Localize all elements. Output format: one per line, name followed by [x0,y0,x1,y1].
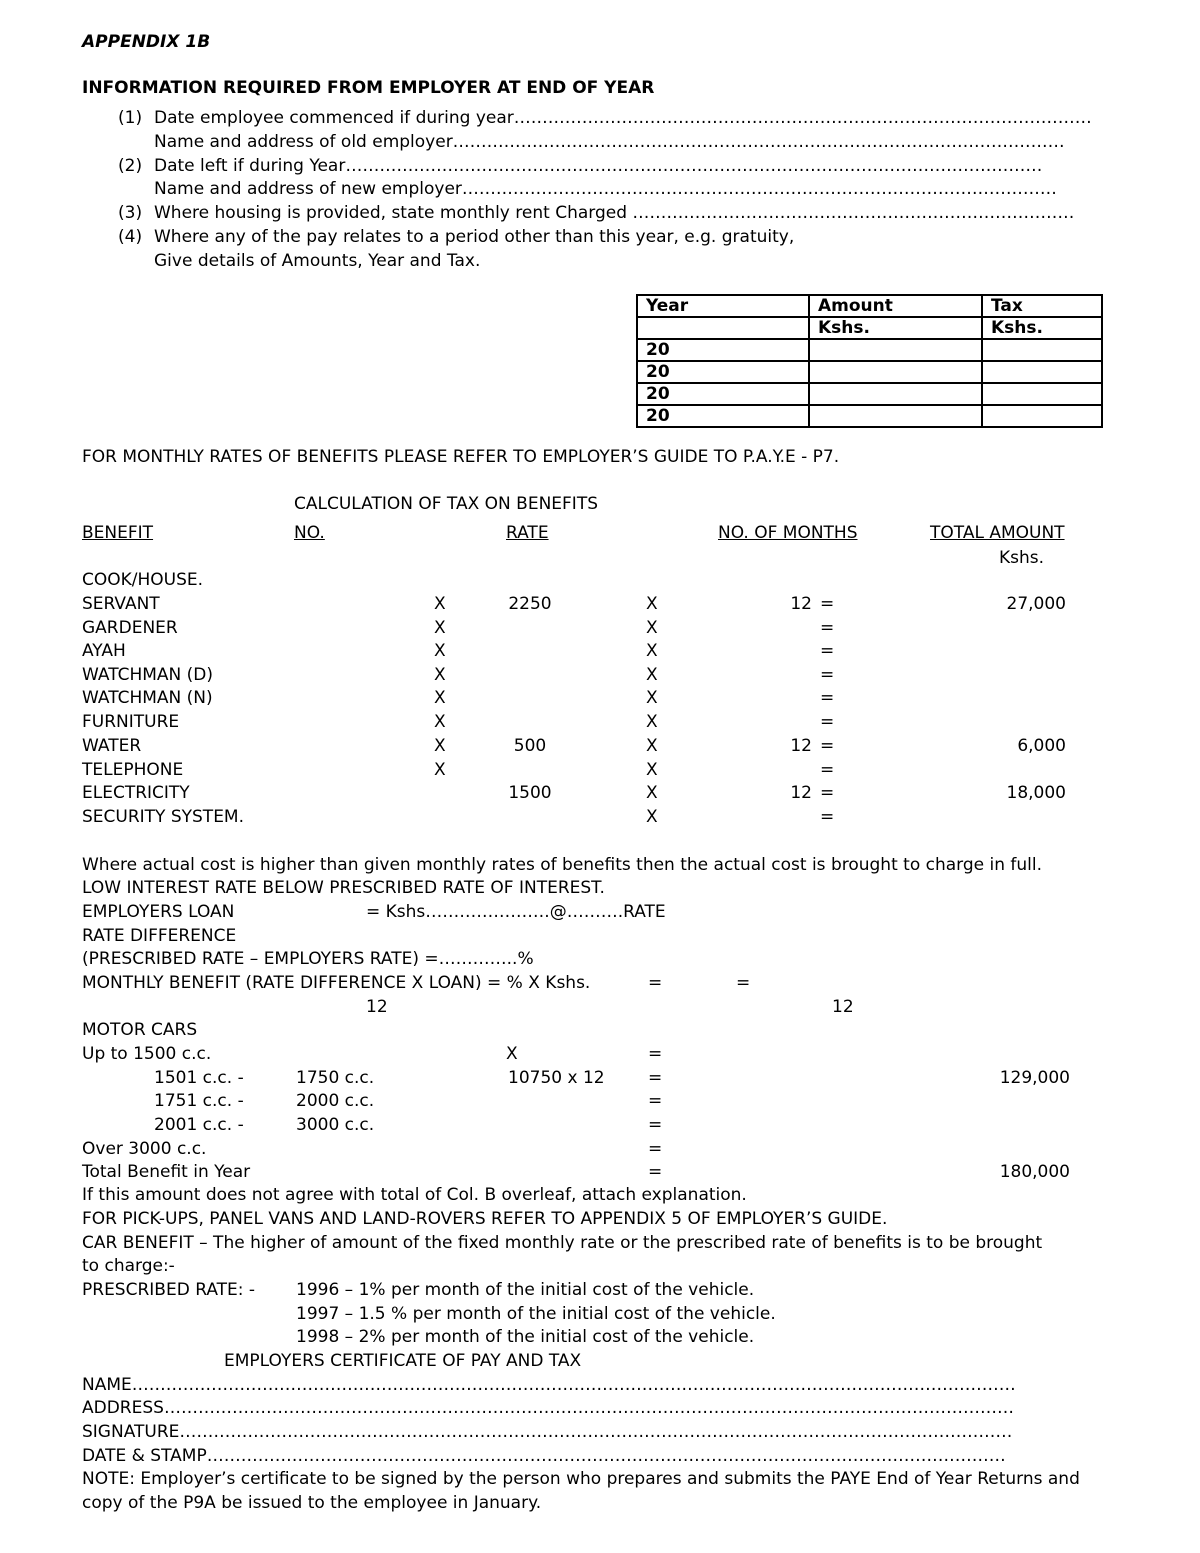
multiply-sign: X [506,1044,518,1064]
multiply-sign: X [646,783,658,803]
year-cell: 20 [637,339,809,361]
appendix-label: APPENDIX 1B [82,32,211,52]
multiply-sign: X [434,688,446,708]
col-rate-header: RATE [506,523,549,543]
over-3000-label: Over 3000 c.c. [82,1139,207,1159]
col-total-unit: Kshs. [999,548,1045,568]
equals-sign: = [648,1115,663,1135]
table-unit-row [637,317,1102,339]
date-stamp-field[interactable]: DATE & STAMP…………………………………………………………………………………………………………………………… [82,1446,1006,1466]
band-from: 1501 c.c. - [154,1068,244,1088]
final-note-line: NOTE: Employer’s certificate to be signed by the person who prepares and submits the PAYE End of Year Returns and [82,1469,1080,1489]
item-2-line2: Name and address of new employer…………………………………………………………………………………………… [154,179,1057,199]
benefit-name: SERVANT [82,594,160,614]
equals-sign: = [820,641,835,661]
item-4-number: (4) [118,227,143,247]
equals-sign: = [820,736,835,756]
equals-sign: = [648,1091,663,1111]
equals-sign: = [736,973,751,993]
prescribed-rate-label: PRESCRIBED RATE: - [82,1280,256,1300]
unit-tax: Kshs. [982,317,1102,339]
prescribed-rate-line: 1996 – 1% per month of the initial cost of the vehicle. [296,1280,755,1300]
tax-cell[interactable] [982,339,1102,361]
col-benefit-header: BENEFIT [82,523,154,543]
amount-cell[interactable] [809,339,982,361]
actual-cost-note: Where actual cost is higher than given monthly rates of benefits then the actual cost is brought to charge in full. [82,855,1043,875]
tax-cell[interactable] [982,383,1102,405]
note-line: If this amount does not agree with total of Col. B overleaf, attach explanation. [82,1185,747,1205]
benefit-name: GARDENER [82,618,178,638]
multiply-sign: X [646,712,658,732]
divisor-12: 12 [366,997,388,1017]
benefit-total: 27,000 [1006,594,1066,614]
equals-sign: = [820,783,835,803]
header-amount: Amount [809,295,982,317]
band-from: 1751 c.c. - [154,1091,244,1111]
equals-sign: = [648,1162,663,1182]
total-benefit-value: 180,000 [999,1162,1070,1182]
address-field[interactable]: ADDRESS…………………………………………………………………………………………………………………………………… [82,1398,1014,1418]
unit-amount: Kshs. [809,317,982,339]
band-calc: 10750 x 12 [508,1068,605,1088]
equals-sign: = [820,618,835,638]
page-heading: INFORMATION REQUIRED FROM EMPLOYER AT END OF YEAR [82,78,655,98]
col-total-header: TOTAL AMOUNT [930,523,1065,543]
tax-cell[interactable] [982,361,1102,383]
benefit-name: WATCHMAN (N) [82,688,213,708]
low-interest-heading: LOW INTEREST RATE BELOW PRESCRIBED RATE OF INTEREST. [82,878,605,898]
col-months-header: NO. OF MONTHS [718,523,858,543]
band-total: 129,000 [999,1068,1070,1088]
benefit-name: SECURITY SYSTEM. [82,807,245,827]
benefit-months: 12 [790,783,812,803]
equals-sign: = [648,1139,663,1159]
multiply-sign: X [646,688,658,708]
table-row [637,405,1102,427]
benefit-name: TELEPHONE [82,760,184,780]
item-2-number: (2) [118,156,143,176]
item-1-line1: Date employee commenced if during year………………………………………………………………………………………… [154,108,1092,128]
benefit-total: 6,000 [1017,736,1066,756]
table-row [637,383,1102,405]
band-to: 3000 c.c. [296,1115,375,1135]
note-line: to charge:- [82,1256,175,1276]
employers-loan-value: = Kshs………………….@……….RATE [366,902,666,922]
motor-cars-heading: MOTOR CARS [82,1020,198,1040]
multiply-sign: X [646,594,658,614]
refer-note: FOR MONTHLY RATES OF BENEFITS PLEASE REFER TO EMPLOYER’S GUIDE TO P.A.Y.E - P7. [82,447,840,467]
name-field[interactable]: NAME………………………………………………………………………………………………………………………………………… [82,1375,1016,1395]
rate-difference-formula: (PRESCRIBED RATE – EMPLOYERS RATE) =…………..% [82,949,534,969]
multiply-sign: X [646,736,658,756]
multiply-sign: X [434,641,446,661]
multiply-sign: X [646,641,658,661]
table-row [637,361,1102,383]
benefit-rate: 2250 [508,594,552,614]
table-row [637,339,1102,361]
signature-field[interactable]: SIGNATURE………………………………………………………………………………………………………………………………… [82,1422,1013,1442]
benefit-rate: 1500 [508,783,552,803]
header-tax: Tax [982,295,1102,317]
equals-sign: = [648,1044,663,1064]
band-to: 1750 c.c. [296,1068,375,1088]
item-1-number: (1) [118,108,143,128]
item-2-line1: Date left if during Year…………………………………………………………………………………………………………… [154,156,1043,176]
note-line: FOR PICK-UPS, PANEL VANS AND LAND-ROVERS REFER TO APPENDIX 5 OF EMPLOYER’S GUIDE. [82,1209,888,1229]
certificate-title: EMPLOYERS CERTIFICATE OF PAY AND TAX [224,1351,582,1371]
benefit-months: 12 [790,594,812,614]
equals-sign: = [648,1068,663,1088]
benefit-name: WATCHMAN (D) [82,665,214,685]
header-year: Year [637,295,809,317]
benefit-name: AYAH [82,641,126,661]
equals-sign: = [820,807,835,827]
multiply-sign: X [434,618,446,638]
rate-difference-label: RATE DIFFERENCE [82,926,237,946]
item-1-line2: Name and address of old employer……………………………………………………………………………………………… [154,132,1065,152]
equals-sign: = [820,594,835,614]
up-to-1500-label: Up to 1500 c.c. [82,1044,212,1064]
year-amount-tax-table [636,294,1103,428]
benefit-name: ELECTRICITY [82,783,190,803]
monthly-benefit-label: MONTHLY BENEFIT (RATE DIFFERENCE X LOAN) = % X Kshs. [82,973,591,993]
amount-cell[interactable] [809,405,982,427]
year-cell: 20 [637,383,809,405]
benefit-total: 18,000 [1006,783,1066,803]
multiply-sign: X [434,760,446,780]
final-note-line: copy of the P9A be issued to the employee in January. [82,1493,542,1513]
multiply-sign: X [646,760,658,780]
item-3-line1: Where housing is provided, state monthly rent Charged …………………………………………………………………… [154,203,1075,223]
year-cell: 20 [637,405,809,427]
tax-cell[interactable] [982,405,1102,427]
multiply-sign: X [646,618,658,638]
multiply-sign: X [434,712,446,732]
band-to: 2000 c.c. [296,1091,375,1111]
equals-sign: = [648,973,663,993]
multiply-sign: X [434,665,446,685]
benefit-rate: 500 [513,736,547,756]
equals-sign: = [820,688,835,708]
benefit-name: COOK/HOUSE. [82,570,204,590]
employers-loan-label: EMPLOYERS LOAN [82,902,235,922]
benefit-name: WATER [82,736,142,756]
col-no-header: NO. [294,523,325,543]
benefit-name: FURNITURE [82,712,180,732]
divisor-12: 12 [832,997,854,1017]
total-benefit-label: Total Benefit in Year [82,1162,251,1182]
benefit-months: 12 [790,736,812,756]
multiply-sign: X [434,594,446,614]
item-4-line1: Where any of the pay relates to a period other than this year, e.g. gratuity, [154,227,795,247]
band-from: 2001 c.c. - [154,1115,244,1135]
item-3-number: (3) [118,203,143,223]
prescribed-rate-line: 1998 – 2% per month of the initial cost of the vehicle. [296,1327,755,1347]
year-cell: 20 [637,361,809,383]
multiply-sign: X [646,665,658,685]
equals-sign: = [820,665,835,685]
amount-cell[interactable] [809,383,982,405]
prescribed-rate-line: 1997 – 1.5 % per month of the initial cost of the vehicle. [296,1304,776,1324]
item-4-line2: Give details of Amounts, Year and Tax. [154,251,481,271]
multiply-sign: X [646,807,658,827]
calc-title: CALCULATION OF TAX ON BENEFITS [294,494,598,514]
multiply-sign: X [434,736,446,756]
equals-sign: = [820,760,835,780]
amount-cell[interactable] [809,361,982,383]
table-header-row [637,295,1102,317]
note-line: CAR BENEFIT – The higher of amount of the fixed monthly rate or the prescribed rate of benefits is to be brought [82,1233,1043,1253]
equals-sign: = [820,712,835,732]
unit-year [637,317,809,339]
